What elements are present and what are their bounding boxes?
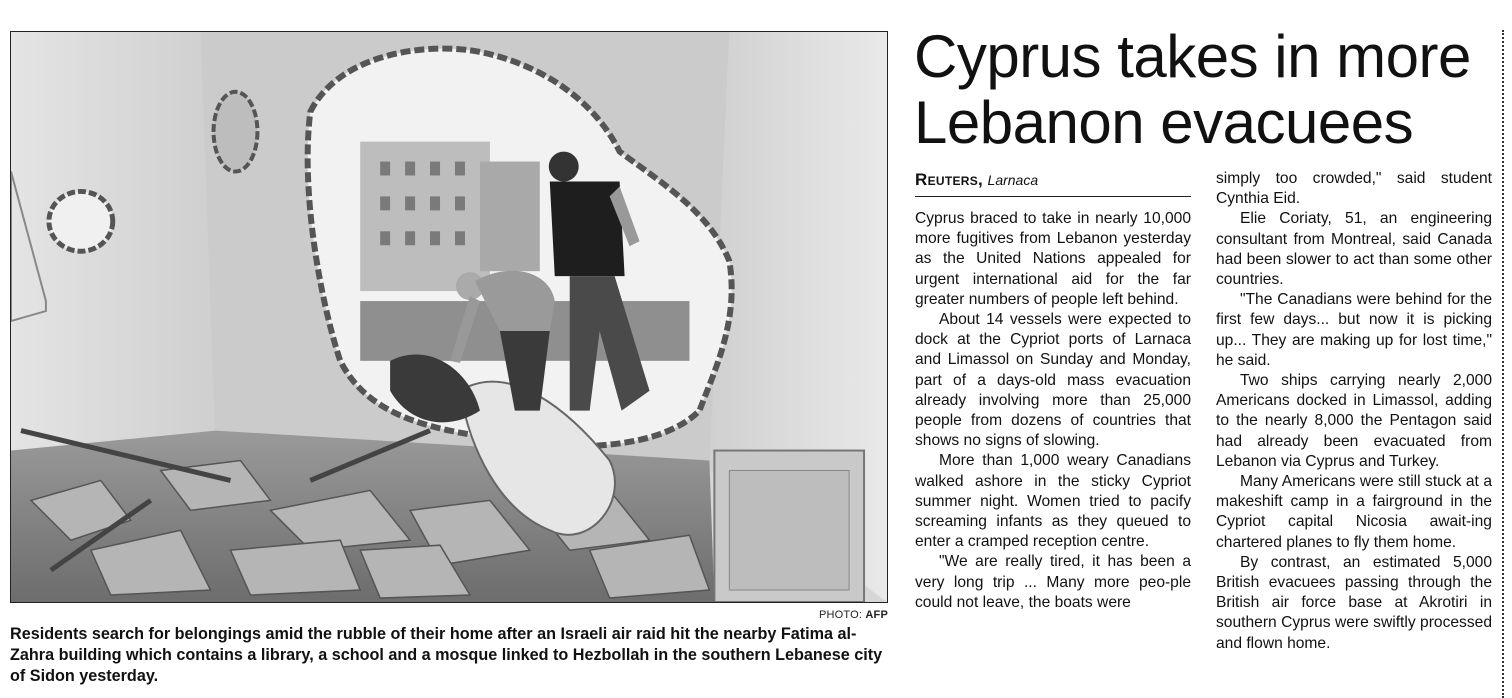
photo-credit-source: AFP	[865, 609, 888, 621]
paragraph: Two ships carrying nearly 2,000 Americans docked in Limassol, adding to the nearly 8,000 the Pentagon said had already been evacuated from Lebanon via Cyprus and Turkey.	[1216, 372, 1492, 470]
byline-place: Larnaca	[987, 172, 1039, 188]
paragraph: Many Americans were still stuck at a makeshift camp in a fairground in the Cypriot capital Nicosia await-ing chartered planes to fly them home.	[1216, 473, 1492, 551]
paragraph: "We are really tired, it has been a very long trip ... Many more peo-ple could not leave, the boats were	[915, 553, 1191, 611]
rubble-room-photo	[11, 32, 887, 602]
byline-agency: Reuters,	[915, 170, 984, 189]
paragraph: Elie Coriaty, 51, an engineering consultant from Montreal, said Canada had been slower to act than some other countries.	[1216, 210, 1492, 289]
column-divider	[1502, 30, 1504, 698]
article-column-1	[915, 209, 1191, 613]
news-photo	[10, 31, 888, 603]
paragraph: Cyprus braced to take in nearly 10,000 more fugitives from Lebanon yesterday as the United Nations appealed for urgent international aid for the far greater numbers of people left behind.	[915, 210, 1191, 308]
paragraph: simply too crowded," said student Cynthia Eid.	[1216, 170, 1492, 208]
paragraph: By contrast, an estimated 5,000 British evacuees passing through the British air force base at Akrotiri in southern Cyprus were swiftly processed and flown home.	[1216, 553, 1492, 652]
photo-credit-prefix: PHOTO:	[818, 609, 863, 621]
paragraph: About 14 vessels were expected to dock at the Cypriot ports of Larnaca and Limassol on Sunday and Monday, part of a days-old mass evacuation already involving more than 25,000 people from dozens of countries that shows no signs of slowing.	[915, 311, 1191, 450]
paragraph: More than 1,000 weary Canadians walked ashore in the sticky Cypriot summer night. Women tried to pacify screaming infants as they queued to enter a cramped reception centre.	[915, 452, 1191, 551]
byline	[915, 170, 1191, 197]
paragraph: "The Canadians were behind for the first few days... but now it is picking up... They are making up for lost time," he said.	[1216, 291, 1492, 369]
photo-credit	[819, 609, 888, 621]
article-headline: Cyprus takes in more Lebanon evacuees	[914, 23, 1471, 156]
article-column-2	[1216, 169, 1492, 654]
photo-caption: Residents search for belongings amid the rubble of their home after an Israeli air raid hit the nearby Fatima al-Zahra building which contains a library, a school and a mosque linked to Hezbollah in the southern Lebanese city of Sidon yesterday.	[10, 625, 883, 685]
